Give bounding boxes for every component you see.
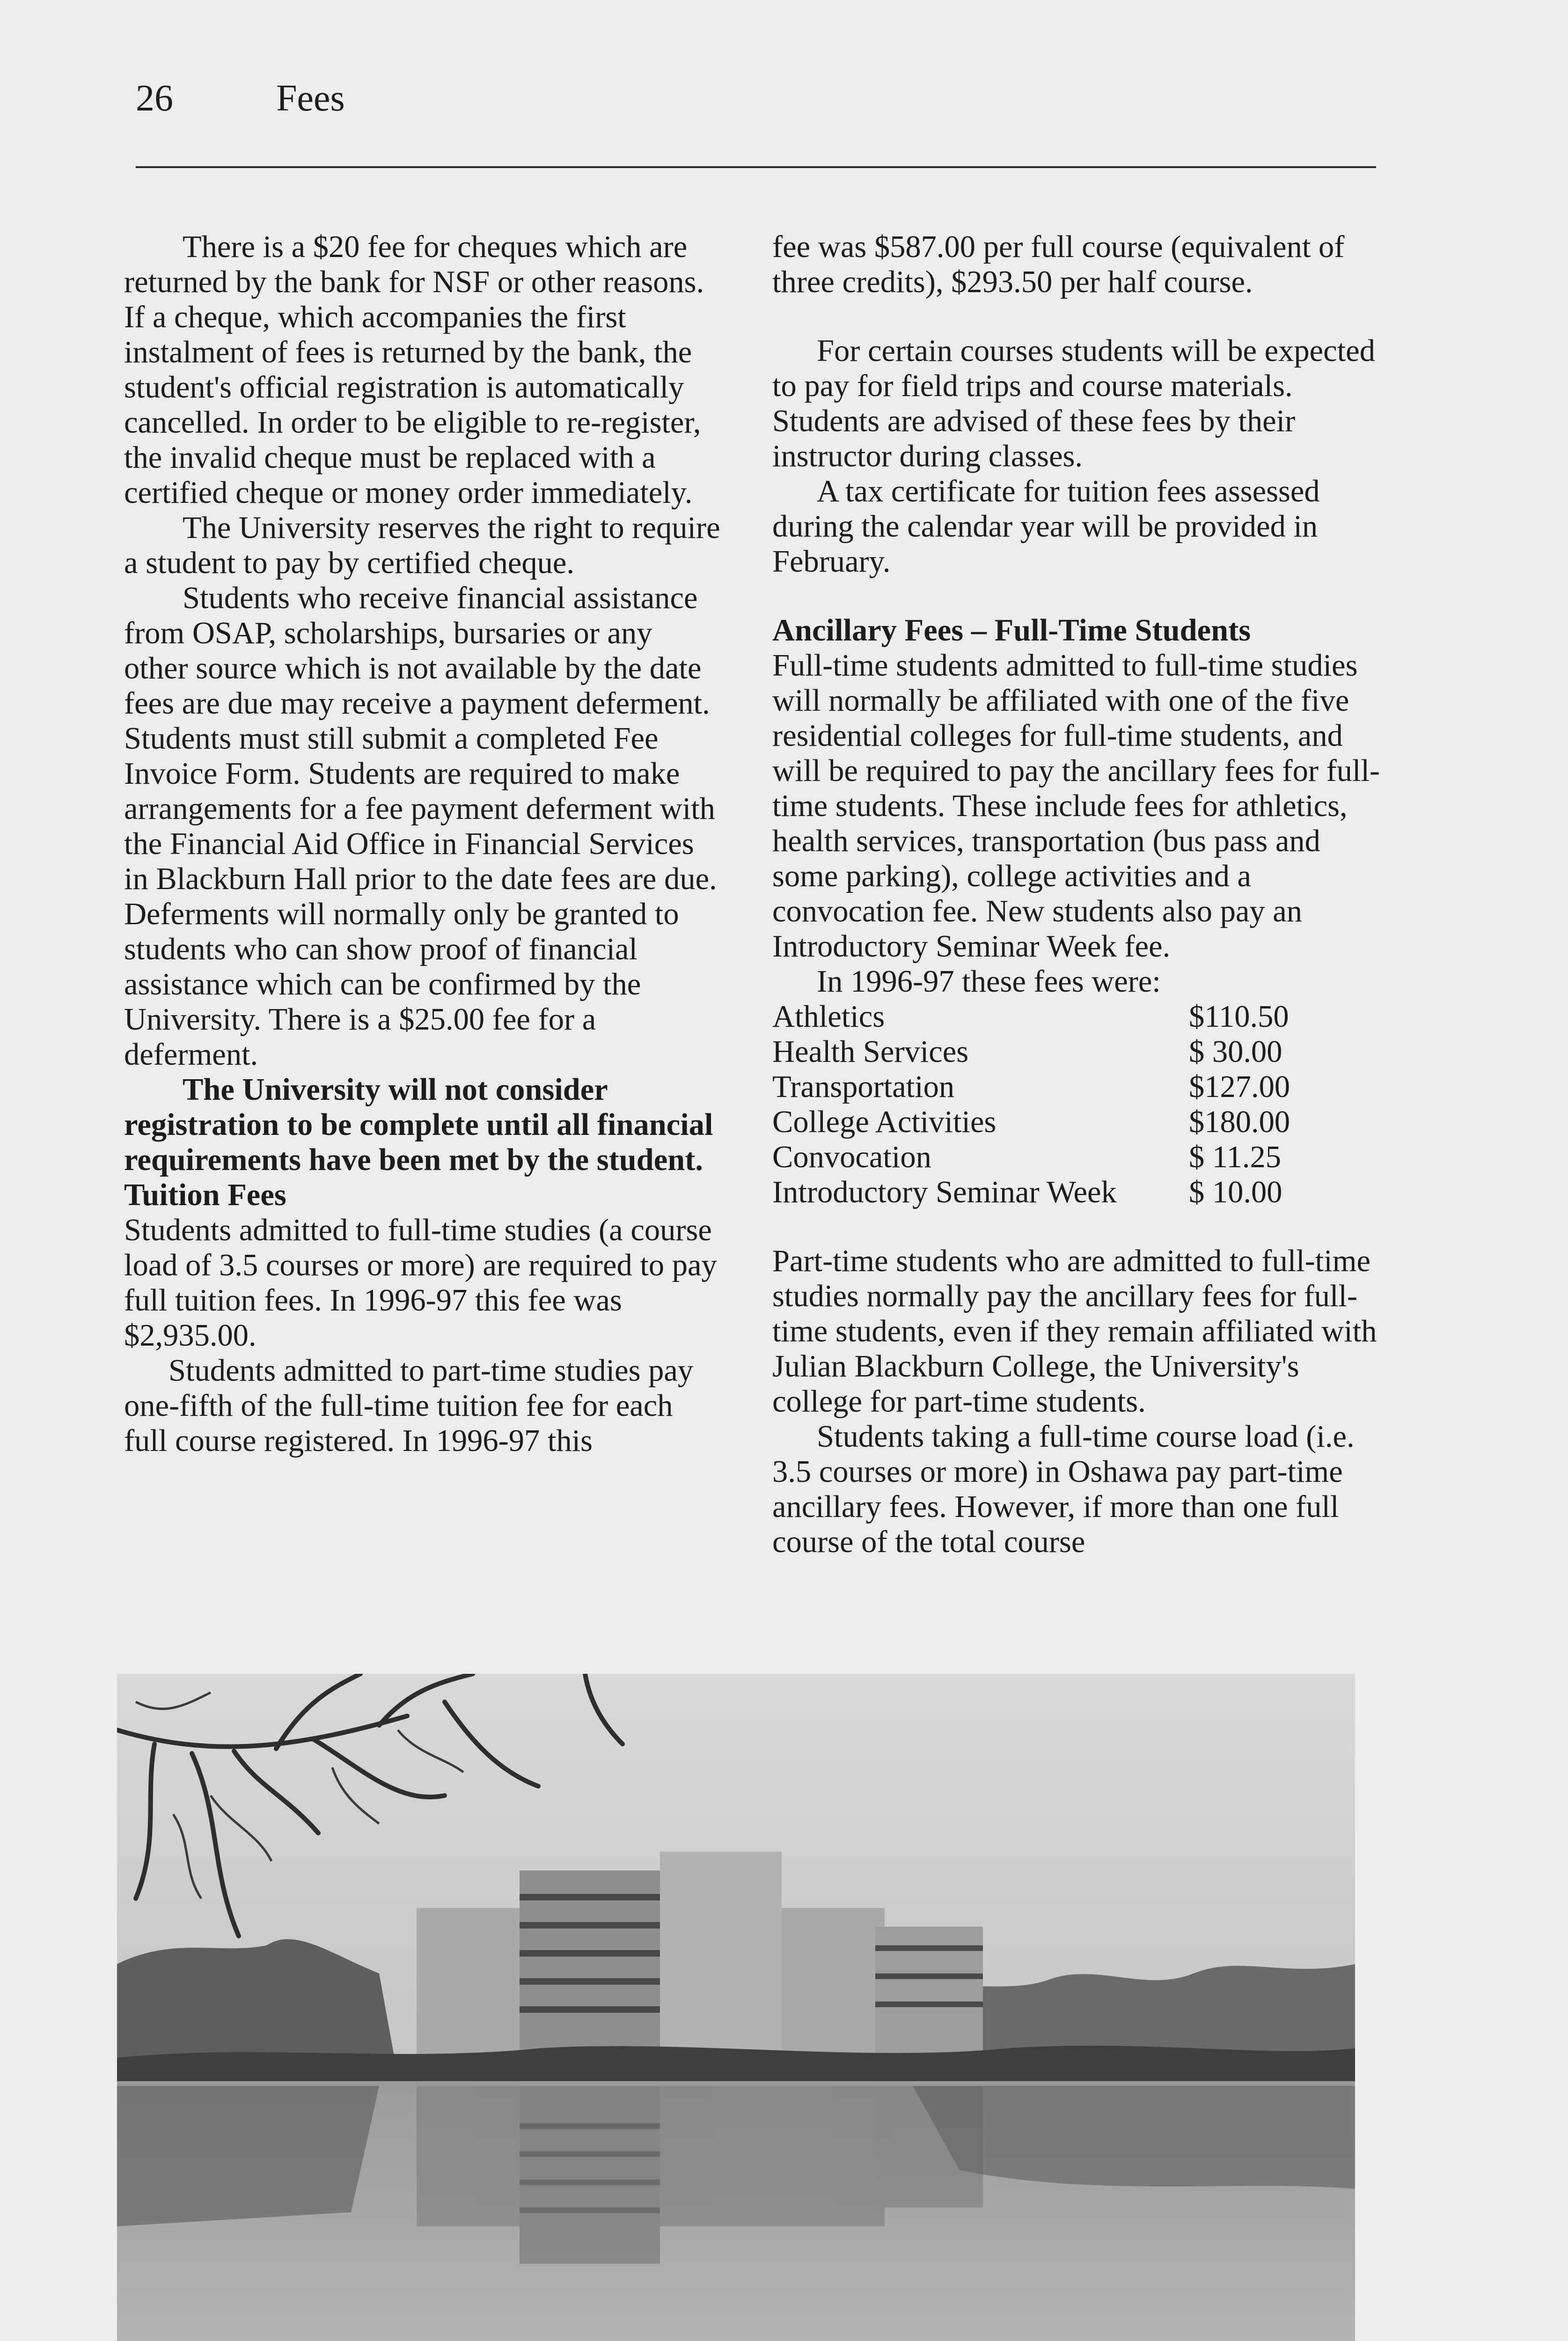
fee-row [772, 1069, 1329, 1104]
fee-amount: $ 30.00 [1189, 1035, 1282, 1069]
fee-amount: $ 10.00 [1189, 1175, 1282, 1209]
fee-name: Introductory Seminar Week [772, 1175, 1117, 1209]
section-title: Fees [276, 78, 345, 119]
fees-intro: In 1996-97 these fees were: [817, 964, 1161, 999]
ancillary-fees-table [772, 999, 1329, 1210]
fee-row [772, 1104, 1329, 1140]
fee-row [772, 1034, 1329, 1069]
page-number: 26 [136, 78, 173, 119]
fee-name: Transportation [772, 1070, 955, 1104]
paragraph-registration-notice: The University will not consider registration to be complete until all financial requirements have been met by the student. [124, 1073, 713, 1177]
paragraph-full-time-tuition: Students admitted to full-time studies (a course load of 3.5 courses or more) are required to pay full tuition fees. In 1996-97 this fee was $2,935.00. [124, 1213, 717, 1353]
fee-row [772, 1140, 1329, 1175]
paragraph-part-time-admitted: Part-time students who are admitted to full-time studies normally pay the ancillary fees for full-time students, even if they remain affiliated with Julian Blackburn College, the University's college for part-time students. [772, 1244, 1377, 1419]
paragraph-field-trips: For certain courses students will be expected to pay for field trips and course materials. Students are advised of these fees by their instructor during classes. [772, 334, 1375, 473]
right-column [772, 229, 1385, 1560]
fee-amount: $110.50 [1189, 1000, 1289, 1034]
fee-amount: $180.00 [1189, 1105, 1290, 1139]
fee-row [772, 1175, 1329, 1210]
paragraph-part-time-fee-cont: fee was $587.00 per full course (equivalent of three credits), $293.50 per half course. [772, 230, 1345, 299]
paragraph-part-time-tuition: Students admitted to part-time studies pay one-fifth of the full-time tuition fee for each full course registered. In 1996-97 this [124, 1354, 694, 1458]
fee-amount: $ 11.25 [1189, 1140, 1282, 1174]
page-header [136, 80, 345, 117]
fee-row [772, 999, 1329, 1034]
ancillary-fees-heading: Ancillary Fees – Full-Time Students [772, 613, 1251, 648]
header-rule [136, 166, 1376, 168]
fee-amount: $127.00 [1189, 1070, 1290, 1104]
fee-name: Health Services [772, 1035, 969, 1069]
paragraph-payment-deferment: Students who receive financial assistance from OSAP, scholarships, bursaries or any other source which is not available by the date fees are due may receive a payment deferment. Students must still submit a completed Fee Invoice Form. Students are required to make arrangements for a fee payment deferment with the Financial Aid Office in Financial Services in Blackburn Hall prior to the date fees are due. Deferments will normally only be granted to students who can show proof of financial assistance which can be confirmed by the University. There is a $25.00 fee for a deferment. [124, 581, 717, 1072]
paragraph-certified-cheque: The University reserves the right to require a student to pay by certified cheque. [124, 511, 720, 580]
paragraph-tax-certificate: A tax certificate for tuition fees assessed during the calendar year will be provided in February. [772, 474, 1320, 579]
paragraph-ancillary-fees: Full-time students admitted to full-time studies will normally be affiliated with one of the five residential colleges for full-time students, and will be required to pay the ancillary fees for full-time students. These include fees for athletics, health services, transportation (bus pass and some parking), college activities and a convocation fee. New students also pay an Introductory Seminar Week fee. [772, 648, 1380, 964]
fee-name: Athletics [772, 1000, 885, 1034]
fee-name: College Activities [772, 1105, 996, 1139]
paragraph-oshawa: Students taking a full-time course load (i.e. 3.5 courses or more) in Oshawa pay part-time ancillary fees. However, if more than one full course of the total course [772, 1420, 1355, 1559]
left-column [124, 229, 723, 1458]
fee-name: Convocation [772, 1140, 931, 1174]
paragraph-returned-cheques: There is a $20 fee for cheques which are returned by the bank for NSF or other reasons. If a cheque, which accompanies the first instalment of fees is returned by the bank, the student's official registration is automatically cancelled. In order to be eligible to re-register, the invalid cheque must be replaced with a certified cheque or money order immediately. [124, 230, 704, 510]
tuition-fees-heading: Tuition Fees [124, 1178, 286, 1212]
campus-building-photo [117, 1674, 1355, 2341]
